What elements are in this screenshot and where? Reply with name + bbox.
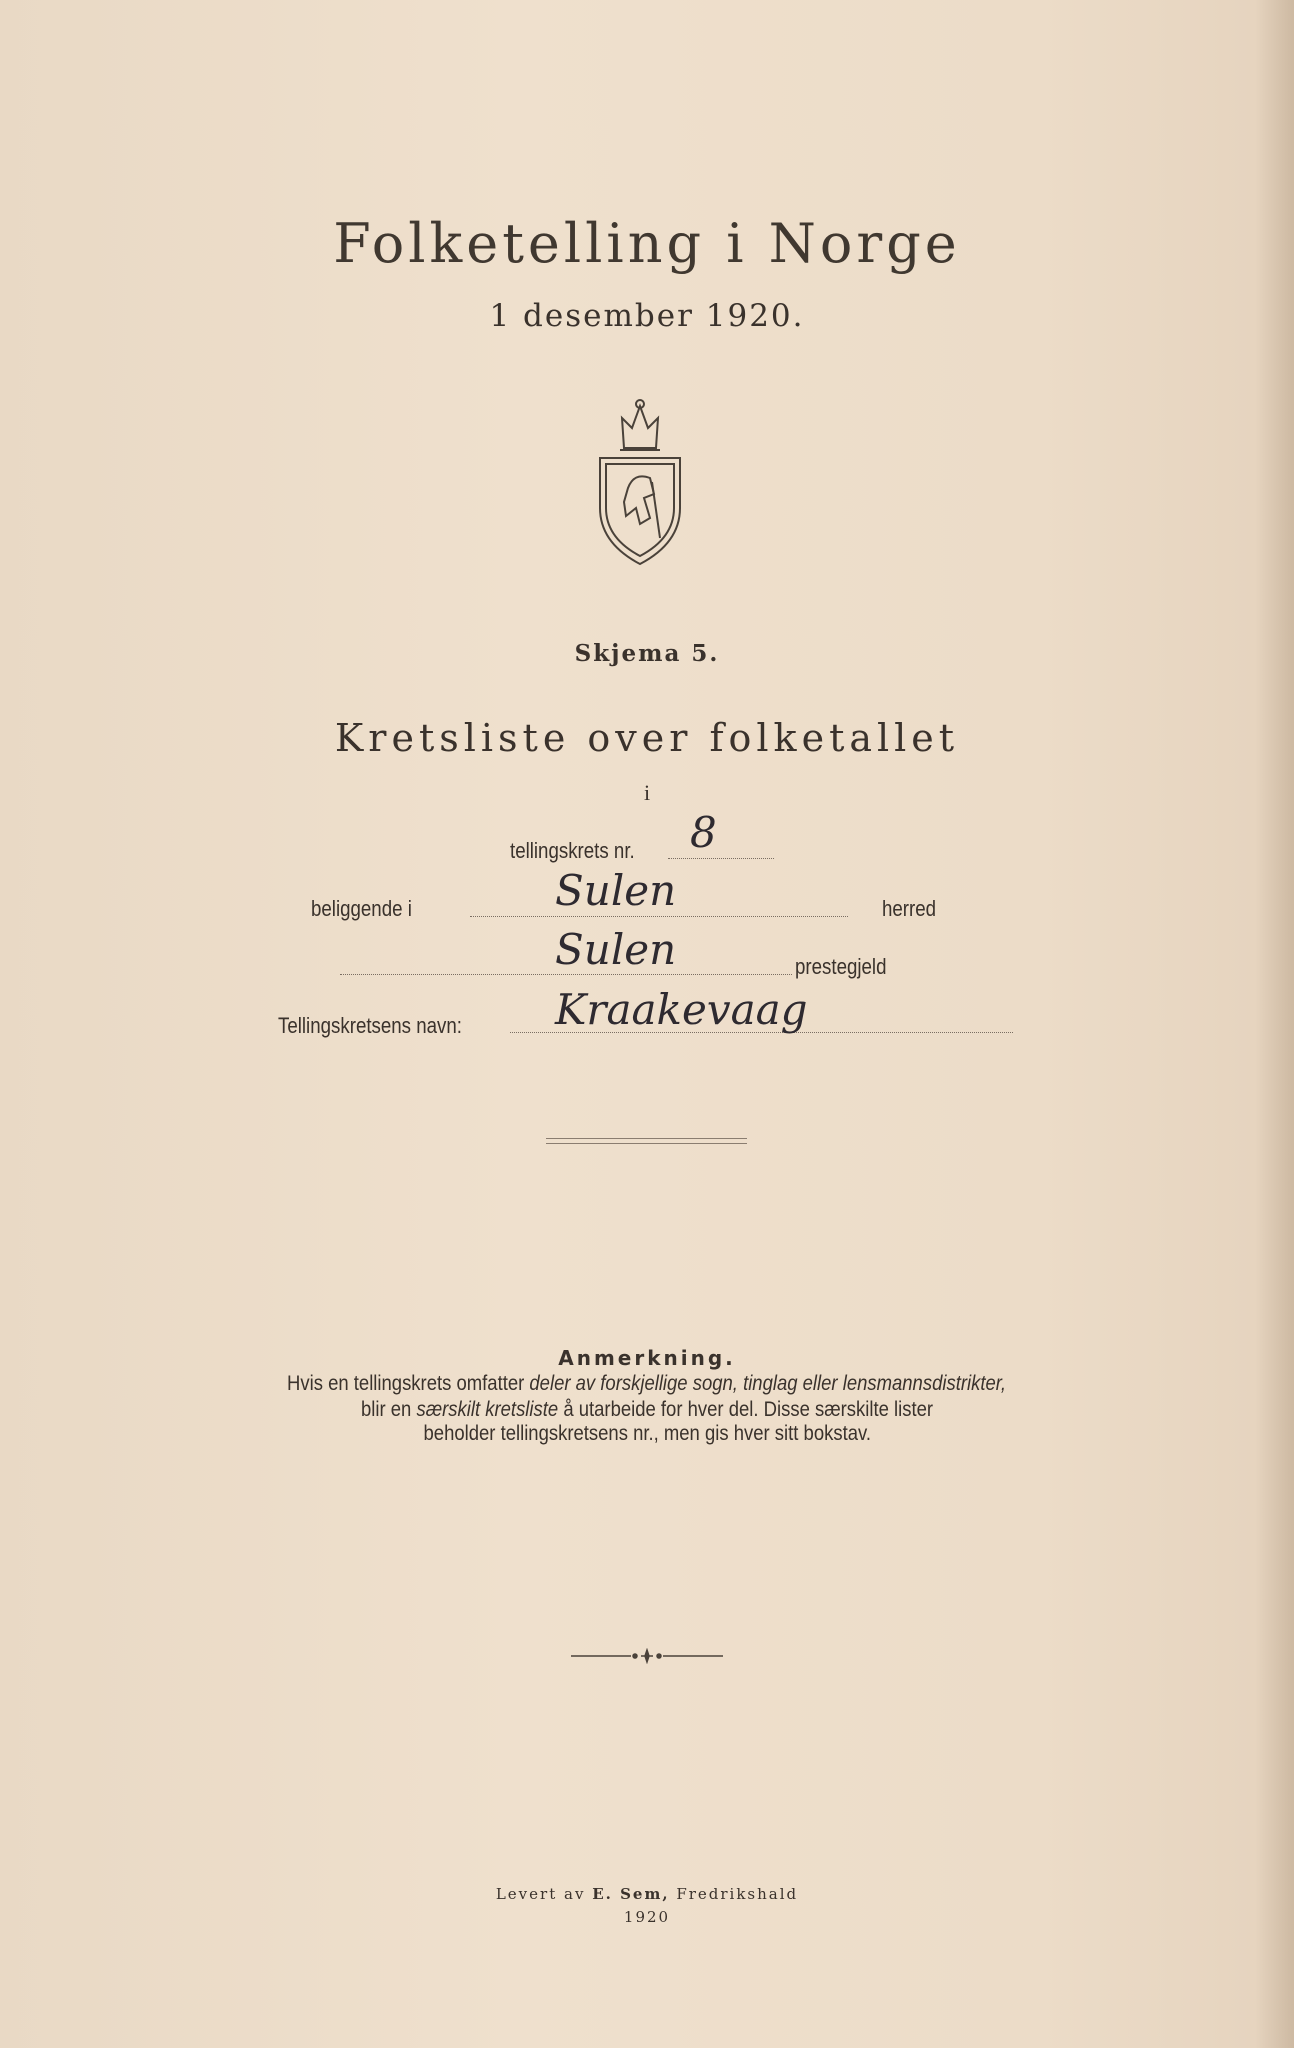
- note-line-3: [0, 1422, 1294, 1446]
- divider-line: [546, 1143, 747, 1144]
- ornament-divider-icon: [571, 1648, 723, 1664]
- print-year: 1920: [623, 1908, 671, 1926]
- parish-label: prestegjeld: [795, 954, 887, 979]
- note-text: Hvis en tellingskrets omfatter: [287, 1372, 530, 1395]
- printer-city: Fredrikshald: [669, 1885, 799, 1903]
- note-line-2: [0, 1398, 1294, 1422]
- district-name-label: Tellingskretsens navn:: [278, 1013, 462, 1038]
- note-emphasis: deler av forskjellige sogn, tinglag eller lensmannsdistrikter,: [529, 1372, 1007, 1395]
- page-title: Folketelling i Norge: [333, 212, 961, 275]
- schema-number: Skjema 5.: [574, 640, 720, 667]
- form-heading: Kretsliste over folketallet: [334, 716, 960, 760]
- coat-of-arms-icon: [594, 398, 686, 566]
- located-in-value[interactable]: Sulen: [555, 866, 677, 915]
- note-emphasis: særskilt kretsliste: [416, 1398, 559, 1421]
- herred-label: herred: [882, 896, 937, 921]
- district-number-value[interactable]: 8: [690, 808, 717, 857]
- connector-text: i: [643, 780, 651, 805]
- note-heading: Anmerkning.: [558, 1346, 736, 1370]
- located-in-line: [470, 916, 848, 917]
- located-in-label: beliggende i: [311, 896, 412, 921]
- note-text: å utarbeide for hver del. Disse særskilte lister: [558, 1398, 934, 1421]
- printer-name: E. Sem,: [592, 1885, 670, 1903]
- parish-line: [340, 974, 792, 975]
- printer-credit: [0, 1885, 1294, 1903]
- note-text: blir en: [360, 1398, 417, 1421]
- divider-line: [546, 1138, 747, 1139]
- note-text: beholder tellingskretsens nr., men gis hver sitt bokstav.: [423, 1422, 871, 1445]
- parish-value[interactable]: Sulen: [555, 925, 677, 974]
- district-number-line: [668, 858, 774, 859]
- printer-prefix: Levert av: [495, 1885, 593, 1903]
- note-line-1: [0, 1372, 1294, 1396]
- census-date: 1 desember 1920.: [489, 298, 805, 334]
- district-number-label: tellingskrets nr.: [510, 838, 635, 863]
- district-name-value[interactable]: Kraakevaag: [555, 985, 808, 1034]
